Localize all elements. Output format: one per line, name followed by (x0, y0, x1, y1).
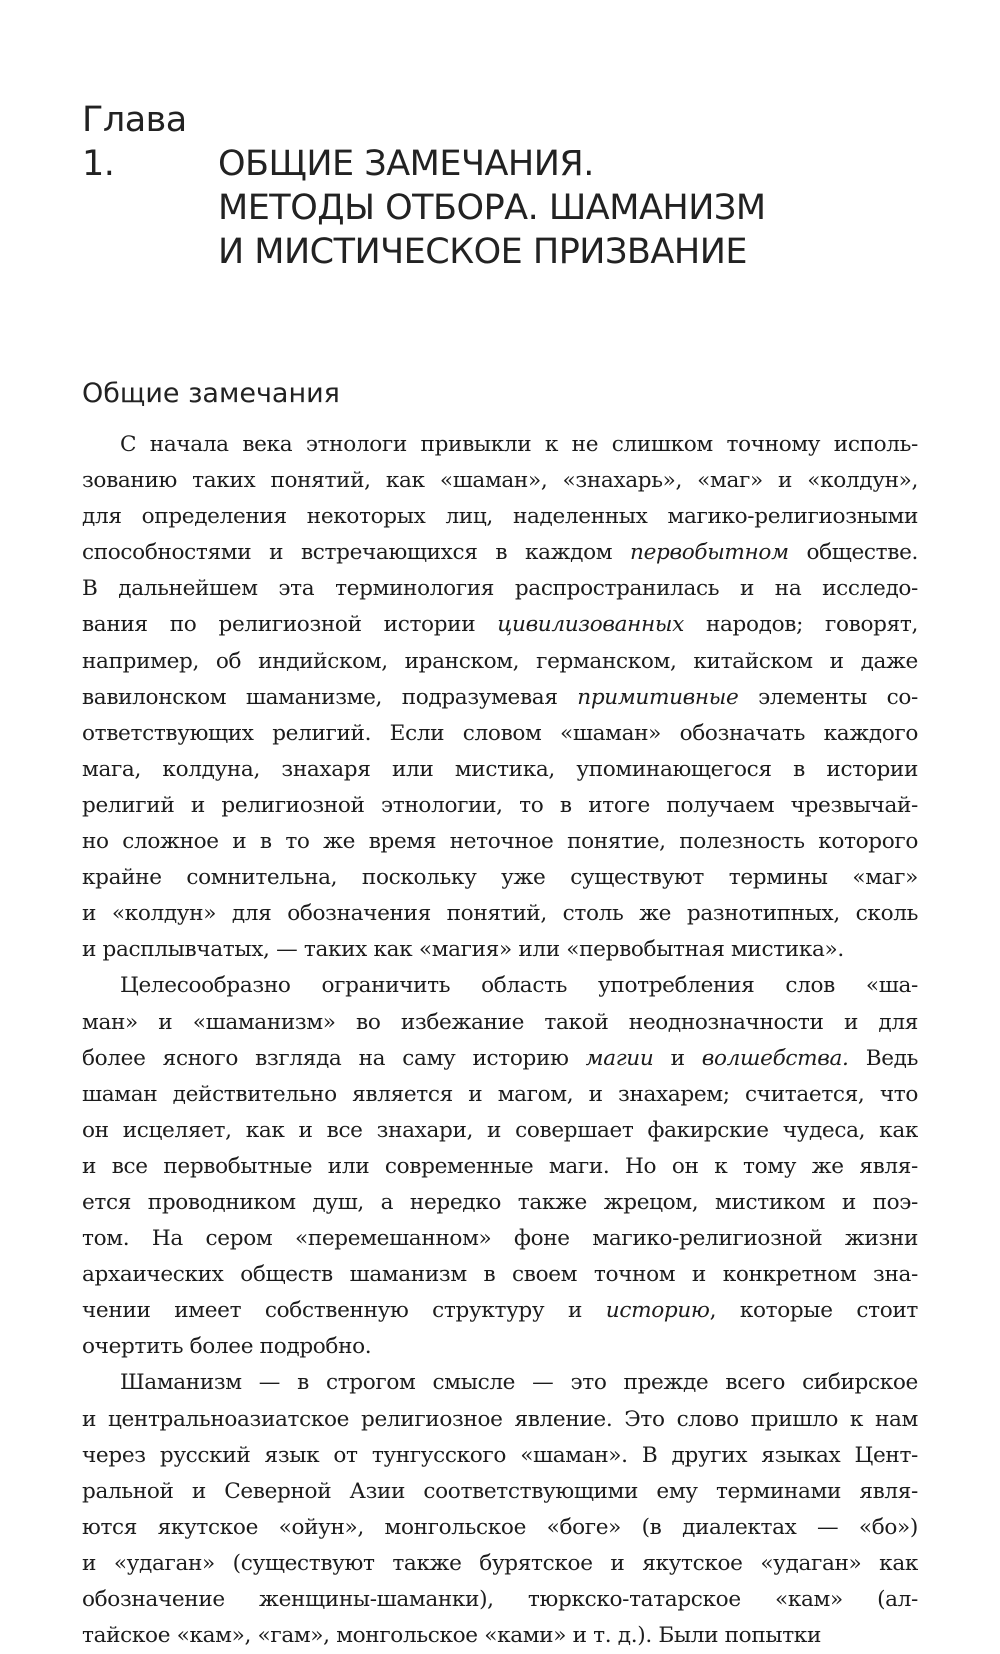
text-run: для определения некоторых лиц, наделенных магико-религиозными (82, 504, 918, 530)
paragraph (82, 968, 918, 1365)
text-line (82, 1402, 918, 1438)
text-run: Целесообразно ограничить область употребления слов «ша- (120, 973, 918, 999)
text-run: и центральноазиатское религиозное явление. Это слово пришло к нам (82, 1406, 918, 1432)
text-line (82, 1438, 918, 1474)
text-run: ется проводником душ, а нередко также жрецом, мистиком и поэ- (82, 1189, 918, 1215)
text-line (82, 1041, 918, 1077)
text-run: он исцеляет, как и все знахари, и совершает факирские чудеса, как (82, 1117, 918, 1143)
text-run: например, об индийском, иранском, германском, китайском и даже (82, 648, 918, 674)
text-run: ответствующих религий. Если словом «шаман» обозначать каждого (82, 720, 918, 746)
text-run: шаман действительно является и магом, и знахарем; считается, что (82, 1081, 918, 1107)
text-run: элементы со- (738, 684, 918, 710)
chapter-title-line: И МИСТИЧЕСКОЕ ПРИЗВАНИЕ (218, 232, 747, 272)
italic-text: волшебства. (701, 1045, 849, 1071)
text-line (82, 1077, 918, 1113)
text-run: зованию таких понятий, как «шаман», «знахарь», «маг» и «колдун», (82, 468, 918, 494)
italic-text: историю (605, 1298, 710, 1324)
text-run: и расплывчатых, — таких как «магия» или «первобытная мистика». (82, 937, 844, 963)
text-run: Шаманизм — в строгом смысле — это прежде всего сибирское (120, 1370, 918, 1396)
text-run: Ведь (848, 1045, 918, 1071)
text-line (82, 1618, 918, 1654)
text-run: более ясного взгляда на саму историю (82, 1045, 586, 1071)
text-run: том. На сером «перемешанном» фоне магико-религиозной жизни (82, 1226, 918, 1252)
italic-text: цивилизованных (497, 612, 684, 638)
text-run: крайне сомнительна, поскольку уже существуют термины «маг» (82, 865, 918, 891)
text-line (82, 1149, 918, 1185)
italic-text: первобытном (630, 540, 789, 566)
text-line (82, 860, 918, 896)
text-line (82, 535, 918, 571)
text-run: вавилонском шаманизме, подразумевая (82, 684, 578, 710)
text-run: и (653, 1045, 702, 1071)
text-run: архаических обществ шаманизм в своем точном и конкретном зна- (82, 1262, 918, 1288)
text-line (82, 788, 918, 824)
paragraph (82, 1365, 918, 1654)
text-line (82, 1365, 918, 1401)
text-line (82, 1582, 918, 1618)
text-line (82, 752, 918, 788)
text-run: способностями и встречающихся в каждом (82, 540, 631, 566)
text-line (82, 1546, 918, 1582)
text-line (82, 1293, 918, 1329)
text-run: и «колдун» для обозначения понятий, столь же разнотипных, сколь (82, 901, 918, 927)
text-line (82, 1474, 918, 1510)
text-run: чении имеет собственную структуру и (82, 1298, 606, 1324)
italic-text: магии (585, 1045, 654, 1071)
text-line (82, 463, 918, 499)
section-title: Общие замечания (82, 378, 340, 409)
text-run: и «удаган» (существуют также бурятское и якутское «удаган» как (82, 1550, 918, 1576)
chapter-title (82, 98, 766, 274)
text-run: ются якутское «ойун», монгольское «боге» (в диалектах — «бо») (82, 1514, 918, 1540)
text-run: через русский язык от тунгусского «шаман». В других языках Цент- (82, 1442, 918, 1468)
text-line (82, 932, 918, 968)
text-run: религий и религиозной этнологии, то в итоге получаем чрезвычай- (82, 792, 918, 818)
chapter-title-line: МЕТОДЫ ОТБОРА. ШАМАНИЗМ (218, 188, 766, 228)
text-run: и все первобытные или современные маги. Но он к тому же явля- (82, 1153, 918, 1179)
text-run: В дальнейшем эта терминология распространилась и на исследо- (82, 576, 918, 602)
text-line (82, 607, 918, 643)
text-line (82, 1113, 918, 1149)
text-line (82, 427, 918, 463)
text-line (82, 499, 918, 535)
text-line (82, 1257, 918, 1293)
body-text (82, 427, 918, 1654)
chapter-title-line: ОБЩИЕ ЗАМЕЧАНИЯ. (218, 144, 594, 184)
text-run: вания по религиозной истории (82, 612, 498, 638)
text-line (82, 968, 918, 1004)
italic-text: примитивные (577, 684, 739, 710)
text-run: но сложное и в то же время неточное понятие, полезность которого (82, 829, 918, 855)
text-run: очертить более подробно. (82, 1334, 372, 1360)
chapter-label: Глава 1. (82, 100, 187, 184)
text-run: народов; говорят, (683, 612, 918, 638)
text-run: обозначение женщины-шаманки), тюркско-татарское «кам» (ал- (82, 1587, 918, 1612)
text-run: мага, колдуна, знахаря или мистика, упоминающегося в истории (82, 756, 918, 782)
text-line (82, 644, 918, 680)
text-run: , которые стоит (709, 1298, 918, 1324)
text-line (82, 1221, 918, 1257)
text-run: ман» и «шаманизм» во избежание такой неоднозначности и для (82, 1009, 918, 1035)
text-line (82, 1185, 918, 1221)
text-line (82, 571, 918, 607)
text-run: ральной и Северной Азии соответствующими ему терминами явля- (82, 1478, 918, 1504)
text-line (82, 896, 918, 932)
text-run: тайское «кам», «гам», монгольское «ками» и т. д.). Были попытки (82, 1623, 821, 1649)
text-line (82, 824, 918, 860)
text-line (82, 716, 918, 752)
text-line (82, 680, 918, 716)
text-line (82, 1510, 918, 1546)
text-run: С начала века этнологи привыкли к не слишком точному исполь- (120, 432, 918, 457)
paragraph (82, 427, 918, 968)
text-run: обществе. (788, 540, 918, 566)
text-line (82, 1005, 918, 1041)
text-line (82, 1329, 918, 1365)
